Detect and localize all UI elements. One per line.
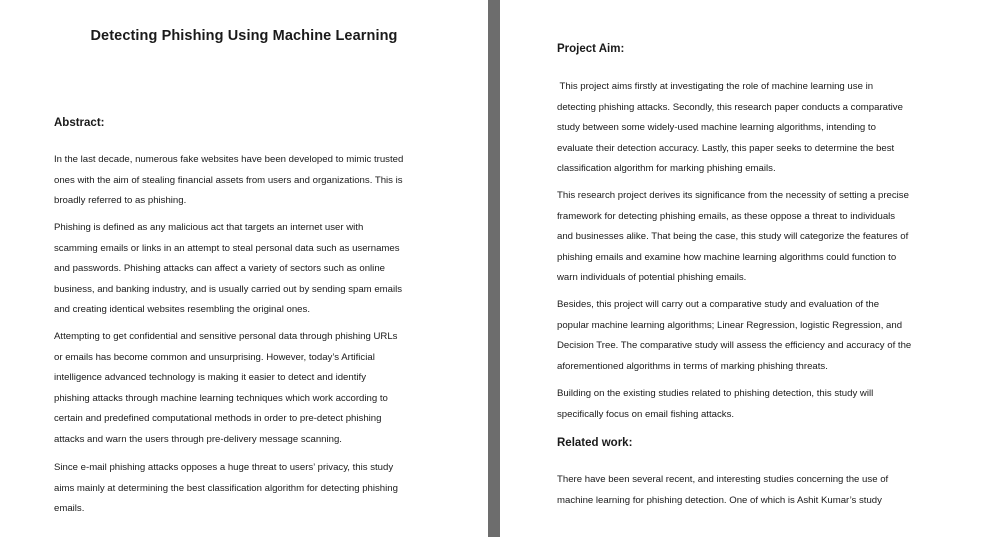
aim-paragraph-1 bbox=[557, 77, 903, 180]
abstract-paragraph-3 bbox=[54, 327, 397, 451]
project-aim-heading: Project Aim: bbox=[557, 43, 625, 55]
aim-paragraph-2 bbox=[557, 186, 909, 289]
page-right bbox=[500, 0, 988, 537]
related-work-heading: Related work: bbox=[557, 437, 633, 449]
text-line: evaluate their detection accuracy. Lastly, this paper seeks to determine the best bbox=[557, 142, 895, 154]
text-line: machine learning for phishing detection. One of which is Ashit Kumar’s study bbox=[557, 494, 882, 506]
text-line: emails. bbox=[54, 503, 85, 515]
text-line: aforementioned algorithms in terms of marking phishing threats. bbox=[557, 360, 828, 372]
text-line: and passwords. Phishing attacks can affect a variety of sectors such as online bbox=[54, 263, 385, 275]
related-paragraph-1 bbox=[557, 470, 888, 511]
text-line: intelligence advanced technology is making it easier to detect and identify bbox=[54, 372, 366, 384]
text-line: phishing emails and examine how machine learning algorithms could function to bbox=[557, 251, 897, 263]
abstract-paragraph-1 bbox=[54, 150, 403, 212]
abstract-paragraph-2 bbox=[54, 218, 402, 321]
text-line: There have been several recent, and interesting studies concerning the use of bbox=[557, 474, 889, 485]
text-line: aims mainly at determining the best classification algorithm for detecting phishing bbox=[54, 482, 398, 494]
text-line: Building on the existing studies related to phishing detection, this study will bbox=[557, 388, 874, 399]
text-line: or emails has become common and unsurprising. However, today’s Artificial bbox=[54, 351, 375, 363]
abstract-heading: Abstract: bbox=[54, 117, 105, 129]
text-line: attacks and warn the users through pre-delivery message scanning. bbox=[54, 433, 342, 445]
aim-paragraph-4 bbox=[557, 384, 873, 425]
text-line: specifically focus on email fishing attacks. bbox=[557, 408, 735, 420]
text-line: framework for detecting phishing emails, as these oppose a threat to individuals bbox=[557, 210, 896, 222]
aim-paragraph-3 bbox=[557, 295, 911, 377]
text-line: ones with the aim of stealing financial assets from users and organizations. This is bbox=[54, 174, 403, 186]
text-line: This research project derives its significance from the necessity of setting a precise bbox=[557, 190, 909, 201]
text-line: broadly referred to as phishing. bbox=[54, 195, 187, 207]
text-line: Since e-mail phishing attacks opposes a huge threat to users’ privacy, this study bbox=[54, 462, 394, 473]
text-line: Besides, this project will carry out a comparative study and evaluation of the bbox=[557, 299, 880, 310]
page-gutter bbox=[488, 0, 500, 537]
abstract-paragraph-4 bbox=[54, 458, 398, 520]
text-line: classification algorithm for marking phishing emails. bbox=[557, 163, 776, 175]
text-line: Phishing is defined as any malicious act that targets an internet user with bbox=[54, 222, 364, 233]
document-title: Detecting Phishing Using Machine Learning bbox=[90, 28, 398, 44]
text-line: Attempting to get confidential and sensitive personal data through phishing URLs bbox=[54, 331, 398, 342]
text-line: scamming emails or links in an attempt to steal personal data such as usernames bbox=[54, 242, 400, 254]
text-line: and creating identical websites resembling the original ones. bbox=[54, 304, 310, 316]
text-line: In the last decade, numerous fake websites have been developed to mimic trusted bbox=[54, 154, 404, 165]
text-line: business, and banking industry, and is usually carried out by sending spam emails bbox=[54, 283, 403, 295]
text-line: popular machine learning algorithms; Linear Regression, logistic Regression, and bbox=[557, 319, 903, 331]
text-line: certain and predefined computational methods in order to pre-detect phishing bbox=[54, 413, 382, 425]
text-line: This project aims firstly at investigating the role of machine learning use in bbox=[557, 81, 874, 92]
text-line: Decision Tree. The comparative study will assess the efficiency and accuracy of the bbox=[557, 340, 912, 352]
page-left bbox=[0, 0, 488, 537]
text-line: detecting phishing attacks. Secondly, this research paper conducts a comparative bbox=[557, 101, 903, 113]
text-line: warn individuals of potential phishing emails. bbox=[557, 272, 747, 284]
text-line: and businesses alike. That being the case, this study will categorize the features of bbox=[557, 231, 909, 243]
text-line: study between some widely-used machine learning algorithms, intending to bbox=[557, 122, 876, 134]
text-line: phishing attacks through machine learning techniques which work according to bbox=[54, 392, 388, 404]
